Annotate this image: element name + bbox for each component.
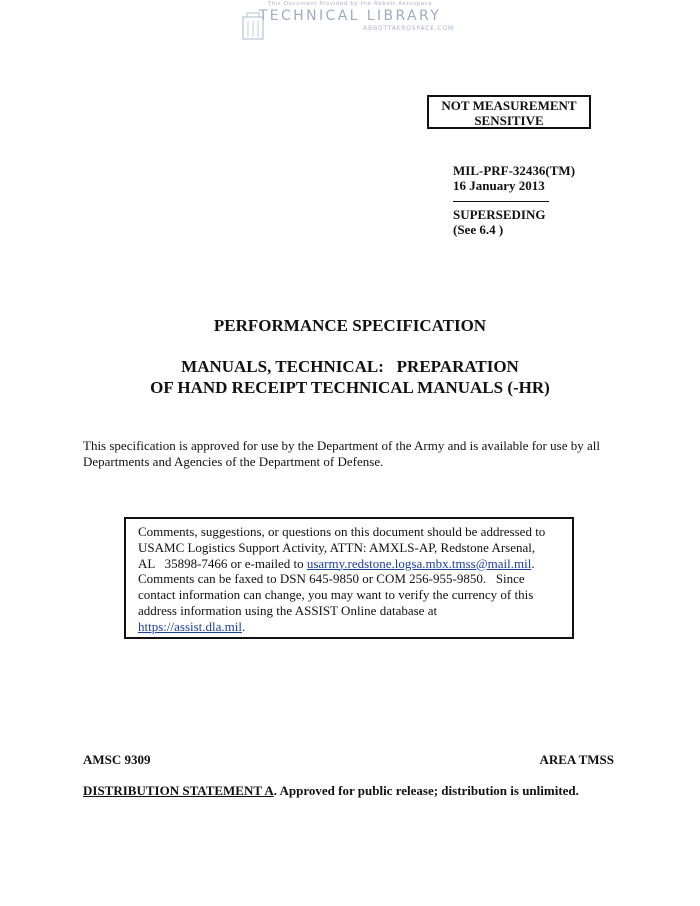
comments-line: USAMC Logistics Support Activity, ATTN: AMXLS-AP, Redstone Arsenal, [138,539,536,555]
superseding-label: SUPERSEDING [453,207,546,222]
comments-line3-prefix: AL 35898-7466 or e-mailed to [138,555,307,571]
comments-line: address information using the ASSIST Online database at [138,602,438,618]
assist-link[interactable]: https://assist.dla.mil [138,618,243,634]
email-link[interactable]: usarmy.redstone.logsa.mbx.tmss@mail.mil [306,555,532,571]
watermark-url: ABBOTTAEROSPACE.COM [363,25,454,32]
watermark [0,0,700,44]
divider [453,193,549,202]
comments-line: Comments, suggestions, or questions on this document should be addressed to [138,524,546,539]
classification-line2: SENSITIVE [474,113,544,128]
comments-line7-suffix: . [242,618,246,634]
spec-type: PERFORMANCE SPECIFICATION [213,316,487,335]
doc-title-line2: OF HAND RECEIPT TECHNICAL MANUALS (-HR) [150,378,550,397]
document-info [453,163,653,237]
watermark-title: TECHNICAL LIBRARY [258,8,442,24]
doc-title-line1: MANUALS, TECHNICAL: PREPARATION [181,357,519,376]
document-date: 16 January 2013 [453,178,545,193]
amsc-number: AMSC 9309 [83,752,151,767]
document-number: MIL-PRF-32436(TM) [453,163,576,178]
distribution-text: . Approved for public release; distribution is unlimited. [273,783,579,798]
comments-box [124,517,574,639]
area-code: AREA TMSS [539,752,614,767]
comments-line [138,556,562,572]
approval-statement: This specification is approved for use by the Department of the Army and is available for use by all Departments and Agencies of the Department of Defense. [83,438,600,469]
comments-line3-suffix: . [531,555,535,571]
comments-line: contact information can change, you may want to verify the currency of this [138,587,534,603]
superseding-reference: (See 6.4 ) [453,222,504,237]
watermark-provider: This Document Provided by the Abbott Aerospace [267,1,433,7]
distribution-label: DISTRIBUTION STATEMENT A [83,783,274,798]
classification-line1: NOT MEASUREMENT [441,98,577,113]
distribution-statement [83,783,643,799]
comments-line [138,619,562,635]
classification-box [427,95,591,129]
comments-line: Comments can be faxed to DSN 645-9850 or COM 256-955-9850. Since [138,571,525,587]
